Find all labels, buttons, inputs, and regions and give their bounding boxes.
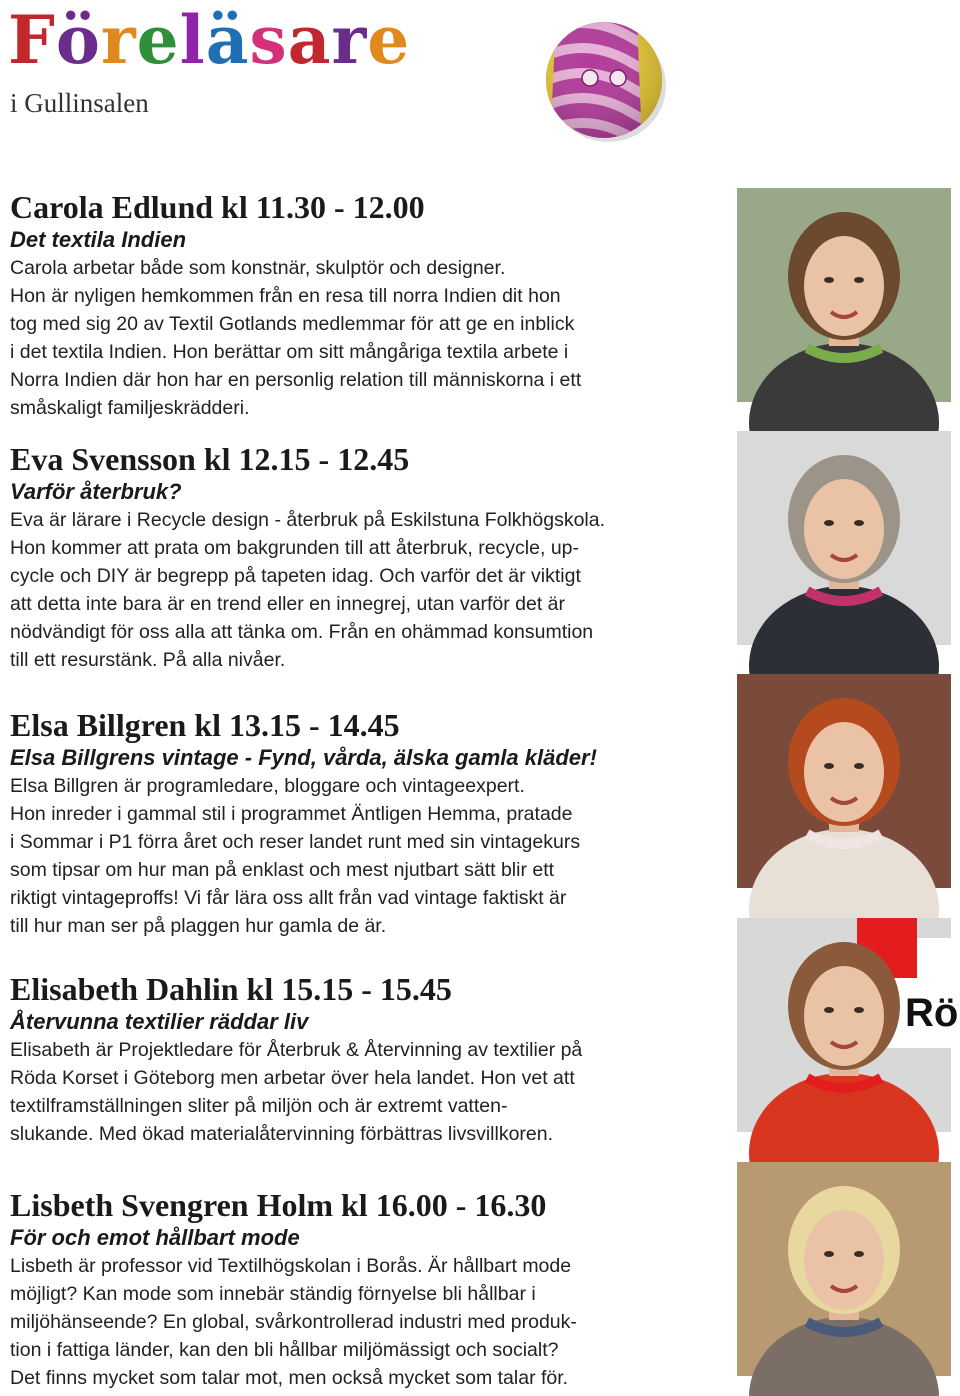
title-letter: a (287, 1, 332, 79)
portrait-icon (737, 674, 951, 888)
description-line: Hon inreder i gammal stil i programmet Äntligen Hemma, pratade (10, 803, 573, 825)
description-line: att detta inte bara är en trend eller en innegrej, utan varför det är (10, 593, 566, 615)
speaker-section (10, 1186, 710, 1392)
description-line: i Sommar i P1 förra året och reser landet runt med sin vintagekurs (10, 831, 581, 853)
speaker-section (10, 970, 710, 1148)
speaker-photo (737, 188, 951, 402)
title-letter: F (8, 1, 56, 79)
title-letter: ä (205, 1, 250, 79)
title-letter: e (367, 1, 411, 79)
speaker-photo (737, 431, 951, 645)
speaker-heading: Elisabeth Dahlin kl 15.15 - 15.45 (10, 971, 452, 1007)
description-line: som tipsar om hur man på enklast och mest njutbart sätt blir ett (10, 859, 555, 881)
talk-topic: Varför återbruk? (10, 479, 182, 504)
speaker-heading: Lisbeth Svengren Holm kl 16.00 - 16.30 (10, 1187, 547, 1223)
description-line: möjligt? Kan mode som innebär ständig förnyelse bli hållbar i (10, 1283, 536, 1305)
button-icon (542, 18, 670, 146)
description-line: Eva är lärare i Recycle design - återbruk på Eskilstuna Folkhögskola. (10, 509, 606, 531)
talk-topic: Återvunna textilier räddar liv (10, 1009, 309, 1034)
description-line: till ett resurstänk. På alla nivåer. (10, 649, 286, 671)
description-line: nödvändigt för oss alla att tänka om. Från en ohämmad konsumtion (10, 621, 594, 643)
talk-topic: Elsa Billgrens vintage - Fynd, vårda, älska gamla kläder! (10, 745, 597, 770)
description-line: tion i fattiga länder, kan den bli hållbar miljömässigt och socialt? (10, 1339, 559, 1361)
title-letter: l (179, 1, 206, 79)
description-line: tog med sig 20 av Textil Gotlands medlemmar för att ge en inblick (10, 313, 575, 335)
speaker-section (10, 706, 710, 940)
portrait-icon (737, 431, 951, 645)
description-line: Elisabeth är Projektledare för Återbruk & Återvinning av textilier på (10, 1039, 583, 1061)
description-line: Lisbeth är professor vid Textilhögskolan i Borås. Är hållbart mode (10, 1255, 572, 1277)
speaker-heading: Elsa Billgren kl 13.15 - 14.45 (10, 707, 400, 743)
speaker-photo (737, 918, 959, 1132)
speaker-heading: Carola Edlund kl 11.30 - 12.00 (10, 189, 425, 225)
description-line: småskaligt familjeskrädderi. (10, 397, 250, 419)
description-line: Hon är nyligen hemkommen från en resa till norra Indien dit hon (10, 285, 561, 307)
page-subtitle: i Gullinsalen (10, 88, 149, 118)
description-line: miljöhänseende? En global, svårkontrollerad industri med produk- (10, 1311, 577, 1333)
description-line: textilframställningen sliter på miljön och är extremt vatten- (10, 1095, 508, 1117)
description-line: i det textila Indien. Hon berättar om sitt mångåriga textila arbete i (10, 341, 569, 363)
talk-topic: För och emot hållbart mode (10, 1225, 300, 1250)
talk-topic: Det textila Indien (10, 227, 187, 252)
description-line: Hon kommer att prata om bakgrunden till att återbruk, recycle, up- (10, 537, 580, 559)
portrait-icon (737, 918, 959, 1132)
description-line: slukande. Med ökad materialåtervinning förbättras livsvillkoren. (10, 1123, 554, 1145)
title-letter: s (249, 1, 288, 79)
description-line: riktigt vintageproffs! Vi får lära oss allt från vad vintage faktiskt är (10, 887, 567, 909)
description-line: till hur man ser på plaggen hur gamla de är. (10, 915, 387, 937)
title-letter: r (331, 1, 368, 79)
sign-text: Rö (905, 991, 959, 1035)
description-line: Norra Indien där hon har en personlig relation till människorna i ett (10, 369, 582, 391)
portrait-icon (737, 1162, 951, 1376)
description-line: Det finns mycket som talar mot, men också mycket som talar för. (10, 1367, 569, 1389)
speaker-section (10, 188, 710, 422)
speaker-photo (737, 1162, 951, 1376)
title-letter: r (100, 1, 137, 79)
description-line: Carola arbetar både som konstnär, skulptör och designer. (10, 257, 506, 279)
speaker-heading: Eva Svensson kl 12.15 - 12.45 (10, 441, 410, 477)
portrait-icon (737, 188, 951, 402)
speaker-section (10, 440, 710, 674)
title-letter: ö (55, 1, 101, 79)
title-letter: e (136, 1, 180, 79)
speaker-photo (737, 674, 951, 888)
page-title (8, 0, 410, 80)
description-line: Elsa Billgren är programledare, bloggare och vintageexpert. (10, 775, 525, 797)
description-line: cycle och DIY är begrepp på tapeten idag. Och varför det är viktigt (10, 565, 581, 587)
description-line: Röda Korset i Göteborg men arbetar över hela landet. Hon vet att (10, 1067, 575, 1089)
